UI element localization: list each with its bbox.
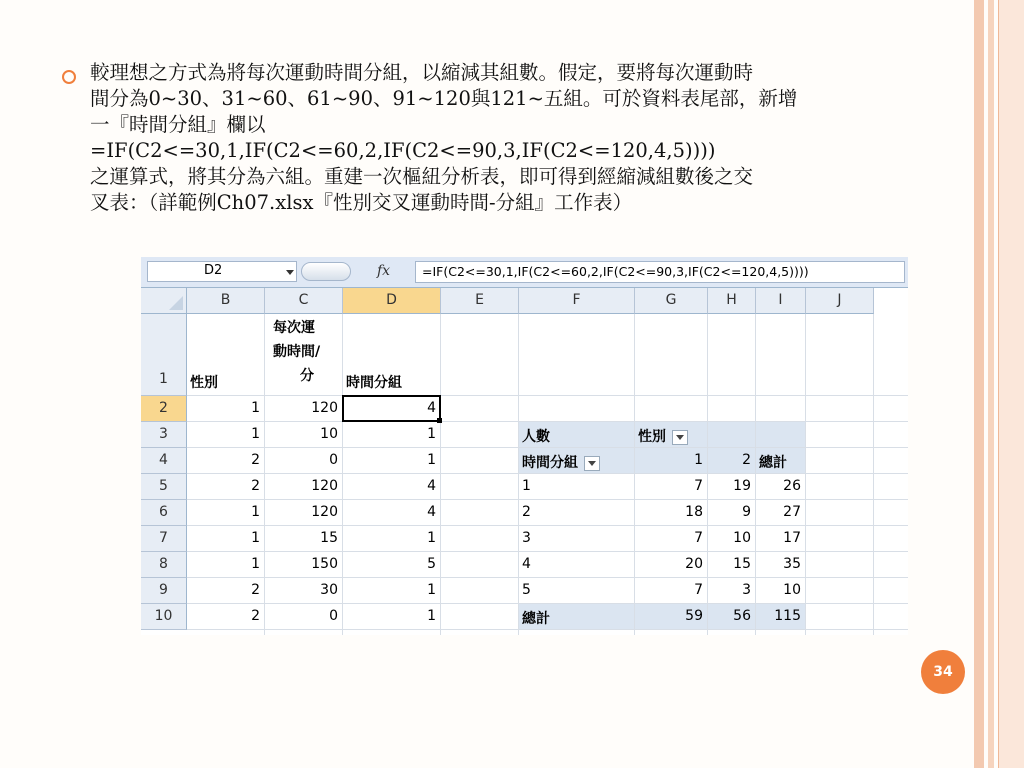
body-line: 之運算式，將其分為六組。重建一次樞紐分析表，即可得到經縮減組數後之交 (90, 165, 754, 188)
data-cell[interactable]: 10 (320, 426, 338, 442)
row-header-5[interactable]: 5 (141, 474, 187, 500)
pivot-row-label[interactable]: 2 (522, 504, 531, 520)
data-cell[interactable]: 30 (320, 582, 338, 598)
data-cell[interactable]: 0 (329, 452, 338, 468)
name-box-value: D2 (204, 263, 223, 278)
bullet-icon (62, 70, 76, 84)
column-header-h[interactable]: H (708, 288, 756, 314)
pivot-row-label[interactable]: 3 (522, 530, 531, 546)
name-box[interactable] (147, 261, 297, 282)
header-cell-gender[interactable]: 性別 (190, 375, 218, 391)
data-cell[interactable]: 150 (311, 556, 338, 572)
gridline (187, 499, 908, 500)
pivot-value-label[interactable]: 人數 (522, 429, 550, 445)
gridline (187, 525, 908, 526)
pivot-total-cell[interactable]: 59 (685, 608, 703, 624)
gridline (187, 473, 908, 474)
pivot-total-cell[interactable]: 56 (733, 608, 751, 624)
pivot-column-field[interactable]: 性別 (638, 426, 740, 446)
data-cell[interactable]: 1 (427, 452, 436, 468)
column-header-c[interactable]: C (265, 288, 343, 314)
data-cell[interactable]: 2 (251, 608, 260, 624)
data-cell[interactable]: 5 (427, 556, 436, 572)
column-header-d[interactable]: D (343, 288, 441, 314)
pivot-value-cell[interactable]: 17 (783, 530, 801, 546)
pivot-row-label[interactable]: 4 (522, 556, 531, 572)
header-cell-exercise-time[interactable] (273, 316, 341, 388)
gridline (187, 629, 908, 630)
row-header-3[interactable]: 3 (141, 422, 187, 448)
gridline (873, 314, 874, 635)
row-header-7[interactable]: 7 (141, 526, 187, 552)
gridline (187, 603, 908, 604)
row-header-6[interactable]: 6 (141, 500, 187, 526)
pivot-column-value[interactable]: 1 (694, 452, 703, 468)
gridline (440, 314, 441, 635)
gridline (187, 447, 908, 448)
header-line: 分 (300, 368, 314, 384)
pivot-value-cell[interactable]: 15 (733, 556, 751, 572)
gridline (755, 314, 756, 635)
body-line: 一『時間分組』欄以 (90, 113, 266, 136)
cell-grid[interactable] (187, 314, 908, 635)
column-header-i[interactable]: I (756, 288, 806, 314)
fill-handle[interactable] (437, 418, 442, 423)
slide-border-stripe (974, 0, 984, 768)
pivot-value-cell[interactable]: 27 (783, 504, 801, 520)
slide-body-text (90, 60, 970, 216)
excel-screenshot (141, 257, 908, 635)
data-cell[interactable]: 120 (311, 504, 338, 520)
filter-dropdown-icon[interactable] (584, 456, 600, 471)
column-header-e[interactable]: E (441, 288, 519, 314)
slide-border-stripe (998, 0, 1024, 768)
gridline (518, 314, 519, 635)
page-number: 34 (921, 650, 965, 694)
data-cell[interactable]: 1 (251, 426, 260, 442)
gridline (805, 314, 806, 635)
body-line: 間分為0~30、31~60、61~90、91~120與121~五組。可於資料表尾部，新增 (90, 87, 798, 110)
data-cell[interactable]: 1 (251, 504, 260, 520)
pivot-column-value[interactable]: 2 (742, 452, 751, 468)
body-line: 叉表：（詳範例Ch07.xlsx『性別交叉運動時間-分組』工作表） (90, 191, 633, 214)
chevron-down-icon[interactable] (286, 270, 294, 275)
row-header-2[interactable]: 2 (141, 396, 187, 422)
column-header-f[interactable]: F (519, 288, 635, 314)
header-line: 每次運 (273, 320, 315, 336)
data-cell[interactable]: 4 (427, 504, 436, 520)
header-line: 動時間/ (273, 344, 321, 360)
data-cell[interactable]: 2 (251, 478, 260, 494)
formula-bar-expand-button[interactable] (301, 262, 351, 281)
filter-dropdown-icon[interactable] (672, 430, 688, 445)
data-cell[interactable]: 15 (320, 530, 338, 546)
data-cell[interactable]: 120 (311, 478, 338, 494)
body-line-formula: =IF(C2<=30,1,IF(C2<=60,2,IF(C2<=90,3,IF(C2<=120,4,5)))) (90, 139, 716, 162)
data-cell[interactable]: 1 (427, 426, 436, 442)
data-cell[interactable]: 1 (251, 556, 260, 572)
pivot-value-cell[interactable]: 20 (685, 556, 703, 572)
data-cell[interactable]: 1 (251, 400, 260, 416)
gridline (187, 395, 908, 396)
insert-function-icon[interactable]: fx (377, 263, 391, 279)
active-cell-outline (342, 395, 441, 422)
pivot-value-cell[interactable]: 10 (733, 530, 751, 546)
row-header-4[interactable]: 4 (141, 448, 187, 474)
slide-border-stripe (988, 0, 994, 768)
pivot-grand-total-header[interactable]: 總計 (759, 455, 787, 471)
pivot-row-label[interactable]: 1 (522, 478, 531, 494)
column-header-j[interactable]: J (806, 288, 874, 314)
gridline (187, 551, 908, 552)
data-cell[interactable]: 2 (251, 582, 260, 598)
pivot-value-cell[interactable]: 19 (733, 478, 751, 494)
row-header-1[interactable]: 1 (141, 314, 187, 396)
formula-bar (141, 257, 908, 288)
data-cell[interactable]: 1 (427, 530, 436, 546)
row-header-8[interactable]: 8 (141, 552, 187, 578)
pivot-row-field[interactable]: 時間分組 (522, 452, 630, 472)
row-header-9[interactable]: 9 (141, 578, 187, 604)
pivot-value-cell[interactable]: 3 (742, 582, 751, 598)
select-all-corner[interactable] (141, 288, 187, 314)
gridline (264, 314, 265, 635)
pivot-value-cell[interactable]: 7 (694, 530, 703, 546)
column-header-b[interactable]: B (187, 288, 265, 314)
data-cell[interactable]: 120 (311, 400, 338, 416)
formula-input[interactable]: =IF(C2<=30,1,IF(C2<=60,2,IF(C2<=90,3,IF(C2<=120,4,5)))) (415, 261, 905, 283)
pivot-row-label[interactable]: 5 (522, 582, 531, 598)
data-cell[interactable]: 2 (251, 452, 260, 468)
pivot-total-cell[interactable]: 115 (774, 608, 801, 624)
gridline (634, 314, 635, 635)
data-cell[interactable]: 1 (427, 582, 436, 598)
pivot-value-cell[interactable]: 18 (685, 504, 703, 520)
pivot-value-cell[interactable]: 26 (783, 478, 801, 494)
data-cell[interactable]: 4 (427, 478, 436, 494)
pivot-value-cell[interactable]: 7 (694, 478, 703, 494)
gridline (342, 314, 343, 635)
pivot-value-cell[interactable]: 7 (694, 582, 703, 598)
column-header-g[interactable]: G (635, 288, 708, 314)
gridline (187, 577, 908, 578)
data-cell[interactable]: 4 (427, 400, 436, 416)
body-line: 較理想之方式為將每次運動時間分組，以縮減其組數。假定，要將每次運動時 (90, 61, 754, 84)
data-cell[interactable]: 0 (329, 608, 338, 624)
header-cell-time-group[interactable]: 時間分組 (346, 375, 402, 391)
pivot-value-cell[interactable]: 10 (783, 582, 801, 598)
data-cell[interactable]: 1 (427, 608, 436, 624)
gridline (707, 314, 708, 635)
pivot-value-cell[interactable]: 9 (742, 504, 751, 520)
pivot-value-cell[interactable]: 35 (783, 556, 801, 572)
data-cell[interactable]: 1 (251, 530, 260, 546)
row-header-10[interactable]: 10 (141, 604, 187, 630)
gridline (187, 421, 908, 422)
pivot-grand-total-label[interactable]: 總計 (522, 611, 550, 627)
